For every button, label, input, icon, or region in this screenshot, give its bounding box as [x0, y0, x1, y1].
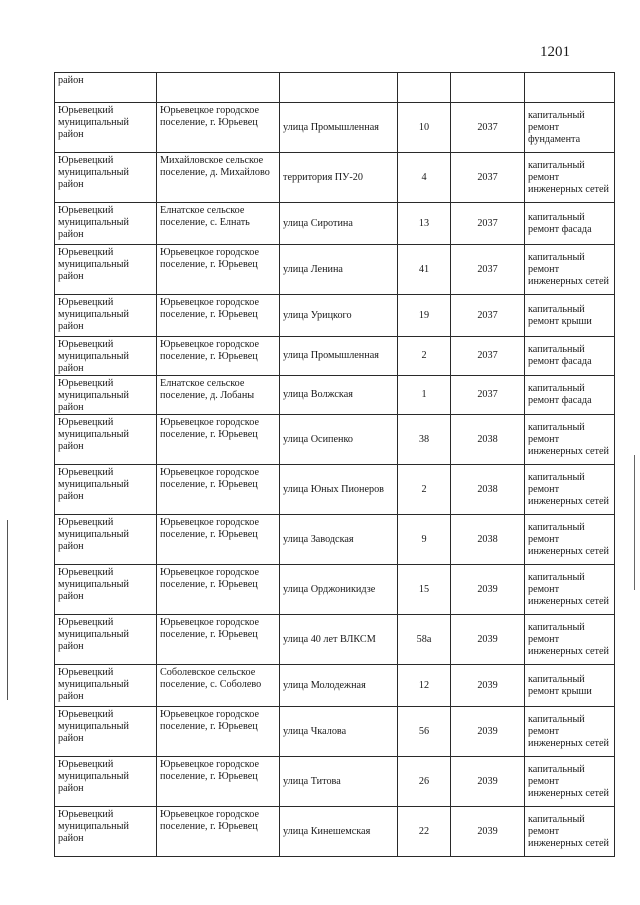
cell-work: капитальный ремонт крыши [525, 665, 615, 707]
cell-street: улица Титова [280, 757, 398, 807]
cell-year: 2037 [451, 153, 525, 203]
table-row [55, 153, 615, 203]
cell-house: 12 [398, 665, 451, 707]
cell-settlement: Юрьевецкое городское поселение, г. Юрьевец [157, 757, 280, 807]
table-row [55, 465, 615, 515]
cell-settlement: Елнатское сельское поселение, д. Лобаны [157, 376, 280, 415]
cell-work: капитальный ремонт инженерных сетей [525, 615, 615, 665]
cell-work: капитальный ремонт инженерных сетей [525, 245, 615, 295]
cell-district: Юрьевецкий муниципальный район [55, 153, 157, 203]
cell-work: капитальный ремонт инженерных сетей [525, 415, 615, 465]
cell-house: 1 [398, 376, 451, 415]
cell-year: 2038 [451, 415, 525, 465]
cell-year [451, 73, 525, 103]
cell-street: улица Орджоникидзе [280, 565, 398, 615]
cell-district: Юрьевецкий муниципальный район [55, 807, 157, 857]
cell-street: улица Юных Пионеров [280, 465, 398, 515]
cell-house: 2 [398, 337, 451, 376]
cell-district: Юрьевецкий муниципальный район [55, 376, 157, 415]
cell-year: 2039 [451, 615, 525, 665]
cell-street: территория ПУ-20 [280, 153, 398, 203]
cell-work: капитальный ремонт инженерных сетей [525, 515, 615, 565]
cell-year: 2039 [451, 807, 525, 857]
cell-year: 2037 [451, 337, 525, 376]
cell-house [398, 73, 451, 103]
table-row [55, 807, 615, 857]
cell-street: улица Сиротина [280, 203, 398, 245]
cell-street: улица Урицкого [280, 295, 398, 337]
cell-settlement: Юрьевецкое городское поселение, г. Юрьевец [157, 465, 280, 515]
cell-house: 13 [398, 203, 451, 245]
cell-work: капитальный ремонт крыши [525, 295, 615, 337]
table-row [55, 376, 615, 415]
cell-street: улица Промышленная [280, 103, 398, 153]
cell-street: улица Молодежная [280, 665, 398, 707]
cell-year: 2039 [451, 707, 525, 757]
cell-house: 15 [398, 565, 451, 615]
cell-year: 2037 [451, 203, 525, 245]
cell-settlement: Соболевское сельское поселение, с. Соболево [157, 665, 280, 707]
cell-year: 2038 [451, 465, 525, 515]
cell-year: 2037 [451, 376, 525, 415]
cell-year: 2039 [451, 757, 525, 807]
cell-settlement: Юрьевецкое городское поселение, г. Юрьевец [157, 707, 280, 757]
cell-house: 22 [398, 807, 451, 857]
cell-work: капитальный ремонт фундамента [525, 103, 615, 153]
repair-schedule-table [54, 72, 615, 857]
cell-district: Юрьевецкий муниципальный район [55, 665, 157, 707]
cell-year: 2039 [451, 665, 525, 707]
cell-work: капитальный ремонт фасада [525, 337, 615, 376]
cell-settlement: Юрьевецкое городское поселение, г. Юрьевец [157, 337, 280, 376]
cell-work [525, 73, 615, 103]
table-row [55, 103, 615, 153]
cell-work: капитальный ремонт инженерных сетей [525, 707, 615, 757]
cell-settlement: Елнатское сельское поселение, с. Елнать [157, 203, 280, 245]
cell-district: район [55, 73, 157, 103]
cell-settlement: Юрьевецкое городское поселение, г. Юрьевец [157, 415, 280, 465]
cell-year: 2038 [451, 515, 525, 565]
table-row [55, 665, 615, 707]
table-row [55, 295, 615, 337]
cell-house: 26 [398, 757, 451, 807]
cell-house: 38 [398, 415, 451, 465]
cell-settlement: Михайловское сельское поселение, д. Михайлово [157, 153, 280, 203]
cell-house: 9 [398, 515, 451, 565]
table-row-continuation [55, 73, 615, 103]
cell-settlement: Юрьевецкое городское поселение, г. Юрьевец [157, 103, 280, 153]
cell-house: 19 [398, 295, 451, 337]
scan-margin-mark [7, 520, 8, 700]
cell-settlement: Юрьевецкое городское поселение, г. Юрьевец [157, 515, 280, 565]
cell-house: 2 [398, 465, 451, 515]
table-row [55, 565, 615, 615]
cell-street: улица Кинешемская [280, 807, 398, 857]
cell-street: улица Чкалова [280, 707, 398, 757]
cell-district: Юрьевецкий муниципальный район [55, 295, 157, 337]
cell-district: Юрьевецкий муниципальный район [55, 203, 157, 245]
cell-house: 10 [398, 103, 451, 153]
cell-house: 4 [398, 153, 451, 203]
cell-work: капитальный ремонт фасада [525, 376, 615, 415]
cell-work: капитальный ремонт инженерных сетей [525, 757, 615, 807]
cell-street: улица Ленина [280, 245, 398, 295]
cell-year: 2037 [451, 245, 525, 295]
scan-margin-mark [634, 455, 635, 590]
cell-street: улица 40 лет ВЛКСМ [280, 615, 398, 665]
cell-district: Юрьевецкий муниципальный район [55, 415, 157, 465]
table-row [55, 415, 615, 465]
cell-district: Юрьевецкий муниципальный район [55, 465, 157, 515]
cell-work: капитальный ремонт фасада [525, 203, 615, 245]
cell-settlement: Юрьевецкое городское поселение, г. Юрьевец [157, 245, 280, 295]
cell-settlement: Юрьевецкое городское поселение, г. Юрьевец [157, 615, 280, 665]
table-row [55, 203, 615, 245]
page-number: 1201 [540, 44, 570, 60]
cell-settlement: Юрьевецкое городское поселение, г. Юрьевец [157, 565, 280, 615]
cell-district: Юрьевецкий муниципальный район [55, 757, 157, 807]
cell-work: капитальный ремонт инженерных сетей [525, 153, 615, 203]
cell-street: улица Волжская [280, 376, 398, 415]
cell-district: Юрьевецкий муниципальный район [55, 103, 157, 153]
cell-year: 2039 [451, 565, 525, 615]
table-row [55, 245, 615, 295]
cell-district: Юрьевецкий муниципальный район [55, 707, 157, 757]
table-row [55, 757, 615, 807]
cell-house: 58а [398, 615, 451, 665]
table-row [55, 707, 615, 757]
cell-street [280, 73, 398, 103]
cell-street: улица Заводская [280, 515, 398, 565]
cell-street: улица Промышленная [280, 337, 398, 376]
cell-district: Юрьевецкий муниципальный район [55, 565, 157, 615]
cell-settlement: Юрьевецкое городское поселение, г. Юрьевец [157, 807, 280, 857]
table-row [55, 515, 615, 565]
cell-work: капитальный ремонт инженерных сетей [525, 465, 615, 515]
cell-district: Юрьевецкий муниципальный район [55, 245, 157, 295]
cell-settlement [157, 73, 280, 103]
cell-year: 2037 [451, 295, 525, 337]
cell-street: улица Осипенко [280, 415, 398, 465]
cell-house: 56 [398, 707, 451, 757]
table-row [55, 337, 615, 376]
table-row [55, 615, 615, 665]
cell-work: капитальный ремонт инженерных сетей [525, 565, 615, 615]
cell-settlement: Юрьевецкое городское поселение, г. Юрьевец [157, 295, 280, 337]
cell-year: 2037 [451, 103, 525, 153]
cell-house: 41 [398, 245, 451, 295]
cell-district: Юрьевецкий муниципальный район [55, 515, 157, 565]
cell-district: Юрьевецкий муниципальный район [55, 615, 157, 665]
cell-district: Юрьевецкий муниципальный район [55, 337, 157, 376]
cell-work: капитальный ремонт инженерных сетей [525, 807, 615, 857]
